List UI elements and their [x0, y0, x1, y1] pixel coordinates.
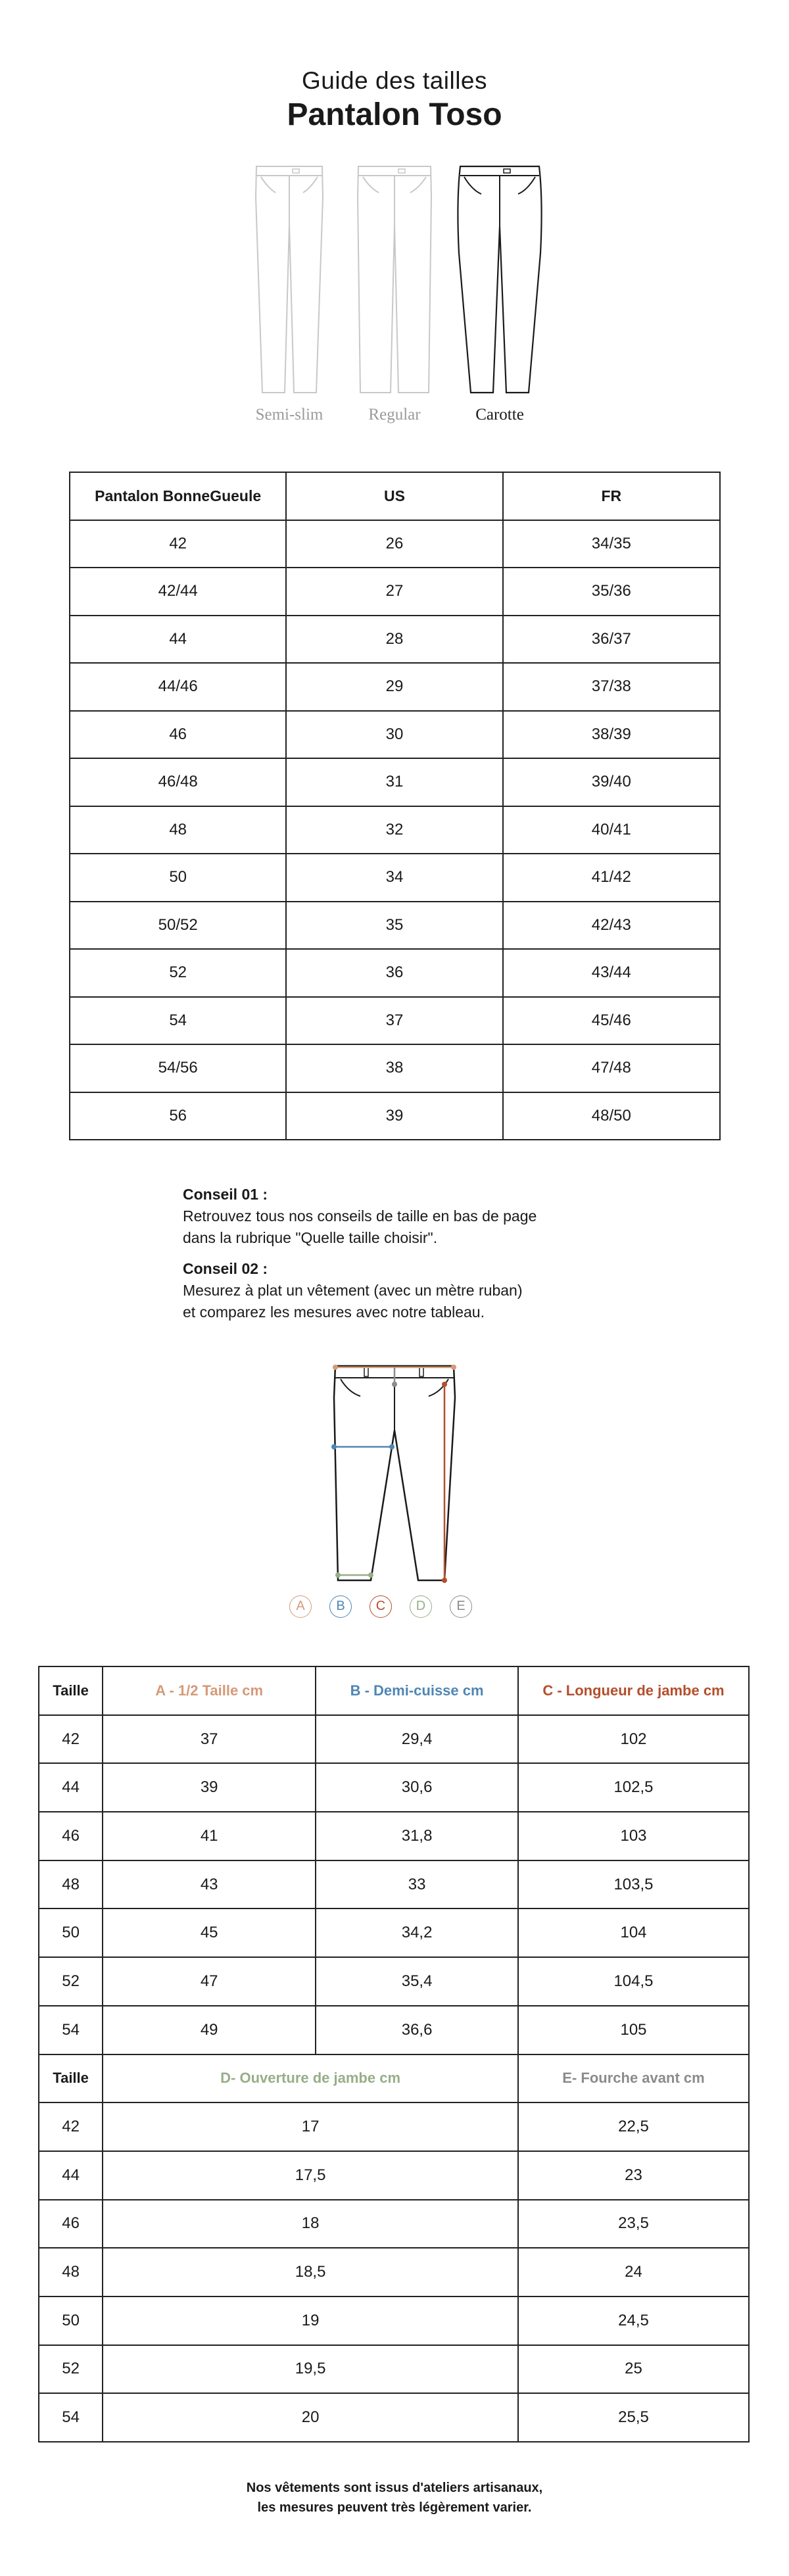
measure-header: E- Fourche avant cm: [518, 2054, 749, 2103]
measure-header: D- Ouverture de jambe cm: [103, 2054, 518, 2103]
table-cell: 26: [286, 520, 502, 568]
table-cell: 44: [39, 1763, 103, 1812]
legend-d: D: [410, 1595, 432, 1618]
table-cell: 36: [286, 949, 502, 997]
table-cell: 46/48: [70, 758, 286, 806]
table-cell: 30: [286, 711, 502, 759]
table-cell: 22,5: [518, 2102, 749, 2151]
table-cell: 105: [518, 2006, 749, 2054]
table-cell: 46: [39, 2200, 103, 2248]
table-row: [39, 2297, 749, 2345]
table-cell: 48: [39, 1860, 103, 1909]
table-cell: 23: [518, 2151, 749, 2200]
table-cell: 42: [39, 1715, 103, 1764]
advice-line: dans la rubrique "Quelle taille choisir".: [183, 1229, 438, 1246]
size-table-header: Pantalon BonneGueule: [70, 472, 286, 520]
table-cell: 33: [316, 1860, 518, 1909]
table-row: [39, 2393, 749, 2442]
measurement-diagram: [316, 1358, 487, 1634]
table-cell: 41/42: [503, 854, 720, 902]
legend-b: B: [329, 1595, 352, 1618]
table-cell: 34: [286, 854, 502, 902]
table-cell: 54: [70, 997, 286, 1045]
table-cell: 42: [70, 520, 286, 568]
advice-line: Mesurez à plat un vêtement (avec un mètre ruban): [183, 1282, 523, 1299]
table-cell: 45/46: [503, 997, 720, 1045]
fit-regular: [342, 161, 447, 424]
table-cell: 54/56: [70, 1044, 286, 1092]
table-cell: 42/43: [503, 902, 720, 950]
size-conversion-table: [69, 472, 721, 1140]
table-row: [39, 1860, 749, 1909]
table-row: [39, 2200, 749, 2248]
table-cell: 34,2: [316, 1908, 518, 1957]
table-row: [70, 568, 720, 616]
page-header: [0, 66, 789, 134]
table-row: [39, 1908, 749, 1957]
table-cell: 103,5: [518, 1860, 749, 1909]
table-cell: 27: [286, 568, 502, 616]
table-cell: 103: [518, 1812, 749, 1860]
table-cell: 102,5: [518, 1763, 749, 1812]
size-table-header: FR: [503, 472, 720, 520]
table-cell: 20: [103, 2393, 518, 2442]
table-cell: 48/50: [503, 1092, 720, 1140]
table-cell: 42: [39, 2102, 103, 2151]
table-cell: 42/44: [70, 568, 286, 616]
table-cell: 38/39: [503, 711, 720, 759]
table-cell: 52: [39, 2345, 103, 2394]
table-cell: 43: [103, 1860, 316, 1909]
table-cell: 44: [39, 2151, 103, 2200]
table-cell: 24,5: [518, 2297, 749, 2345]
table-header-row: [39, 2054, 749, 2103]
table-row: [70, 1092, 720, 1140]
table-cell: 49: [103, 2006, 316, 2054]
legend-c: C: [370, 1595, 392, 1618]
table-row: [70, 854, 720, 902]
table-cell: 39: [286, 1092, 502, 1140]
table-cell: 37: [103, 1715, 316, 1764]
table-cell: 47/48: [503, 1044, 720, 1092]
table-cell: 35,4: [316, 1957, 518, 2006]
table-cell: 48: [70, 806, 286, 854]
advice-2: [183, 1258, 643, 1323]
table-cell: 44/46: [70, 663, 286, 711]
table-row: [39, 2006, 749, 2054]
table-row: [70, 1044, 720, 1092]
table-cell: 17,5: [103, 2151, 518, 2200]
measurement-legend: [289, 1595, 487, 1622]
measure-header: C - Longueur de jambe cm: [518, 1666, 749, 1715]
table-row: [70, 616, 720, 664]
table-cell: 56: [70, 1092, 286, 1140]
table-cell: 45: [103, 1908, 316, 1957]
fit-label: Semi-slim: [255, 406, 323, 424]
table-cell: 35: [286, 902, 502, 950]
table-cell: 28: [286, 616, 502, 664]
table-cell: 30,6: [316, 1763, 518, 1812]
table-cell: 36/37: [503, 616, 720, 664]
advice-heading: Conseil 01 :: [183, 1186, 268, 1203]
fit-label: Carotte: [475, 406, 524, 424]
table-row: [70, 663, 720, 711]
table-cell: 29,4: [316, 1715, 518, 1764]
table-row: [70, 902, 720, 950]
table-row: [39, 1957, 749, 2006]
table-cell: 37/38: [503, 663, 720, 711]
table-row: [70, 758, 720, 806]
table-cell: 34/35: [503, 520, 720, 568]
table-cell: 19,5: [103, 2345, 518, 2394]
table-row: [70, 997, 720, 1045]
table-cell: 32: [286, 806, 502, 854]
carotte-pants-icon: [454, 161, 546, 398]
table-cell: 18,5: [103, 2248, 518, 2297]
table-cell: 104,5: [518, 1957, 749, 2006]
table-cell: 52: [39, 1957, 103, 2006]
table-cell: 37: [286, 997, 502, 1045]
page-subtitle: Guide des tailles: [301, 67, 488, 94]
page-title: Pantalon Toso: [287, 97, 502, 132]
table-row: [70, 949, 720, 997]
table-cell: 24: [518, 2248, 749, 2297]
advice-section: [183, 1184, 643, 1332]
fit-options: [237, 161, 552, 437]
table-cell: 36,6: [316, 2006, 518, 2054]
legend-a: A: [289, 1595, 312, 1618]
table-cell: 39: [103, 1763, 316, 1812]
table-cell: 48: [39, 2248, 103, 2297]
measure-header: Taille: [39, 1666, 103, 1715]
table-cell: 25: [518, 2345, 749, 2394]
fit-semi-slim: [237, 161, 342, 424]
table-row: [70, 806, 720, 854]
table-cell: 46: [70, 711, 286, 759]
table-cell: 54: [39, 2006, 103, 2054]
table-row: [39, 2102, 749, 2151]
footer-note: [0, 2478, 789, 2517]
footer-line: Nos vêtements sont issus d'ateliers artisanaux,: [246, 2481, 543, 2495]
table-row: [70, 711, 720, 759]
table-cell: 102: [518, 1715, 749, 1764]
table-cell: 46: [39, 1812, 103, 1860]
table-row: [39, 2248, 749, 2297]
table-cell: 18: [103, 2200, 518, 2248]
size-table-header: US: [286, 472, 502, 520]
measurements-table: [38, 1666, 750, 2442]
table-row: [39, 1763, 749, 1812]
table-cell: 35/36: [503, 568, 720, 616]
measure-header: A - 1/2 Taille cm: [103, 1666, 316, 1715]
table-cell: 40/41: [503, 806, 720, 854]
table-cell: 31: [286, 758, 502, 806]
table-cell: 29: [286, 663, 502, 711]
measure-header: Taille: [39, 2054, 103, 2103]
legend-e: E: [450, 1595, 472, 1618]
table-row: [70, 520, 720, 568]
table-row: [39, 1715, 749, 1764]
table-row: [39, 2345, 749, 2394]
table-cell: 104: [518, 1908, 749, 1957]
table-header-row: [39, 1666, 749, 1715]
fit-carotte: [447, 161, 552, 424]
table-cell: 44: [70, 616, 286, 664]
table-cell: 25,5: [518, 2393, 749, 2442]
table-cell: 19: [103, 2297, 518, 2345]
footer-line: les mesures peuvent très légèrement varier.: [257, 2500, 532, 2515]
table-cell: 50/52: [70, 902, 286, 950]
advice-line: Retrouvez tous nos conseils de taille en bas de page: [183, 1207, 537, 1225]
table-cell: 54: [39, 2393, 103, 2442]
advice-1: [183, 1184, 643, 1249]
table-row: [39, 2151, 749, 2200]
table-row: [39, 1812, 749, 1860]
pants-measurement-icon: [316, 1358, 487, 1595]
table-cell: 43/44: [503, 949, 720, 997]
table-cell: 50: [39, 1908, 103, 1957]
measure-header: B - Demi-cuisse cm: [316, 1666, 518, 1715]
semi-slim-pants-icon: [253, 161, 325, 398]
table-cell: 31,8: [316, 1812, 518, 1860]
table-cell: 38: [286, 1044, 502, 1092]
table-cell: 17: [103, 2102, 518, 2151]
table-cell: 41: [103, 1812, 316, 1860]
table-cell: 50: [39, 2297, 103, 2345]
table-cell: 52: [70, 949, 286, 997]
fit-label: Regular: [368, 406, 421, 424]
table-cell: 39/40: [503, 758, 720, 806]
advice-line: et comparez les mesures avec notre tableau.: [183, 1303, 485, 1321]
table-cell: 50: [70, 854, 286, 902]
table-cell: 47: [103, 1957, 316, 2006]
advice-heading: Conseil 02 :: [183, 1260, 268, 1277]
table-cell: 23,5: [518, 2200, 749, 2248]
regular-pants-icon: [355, 161, 434, 398]
